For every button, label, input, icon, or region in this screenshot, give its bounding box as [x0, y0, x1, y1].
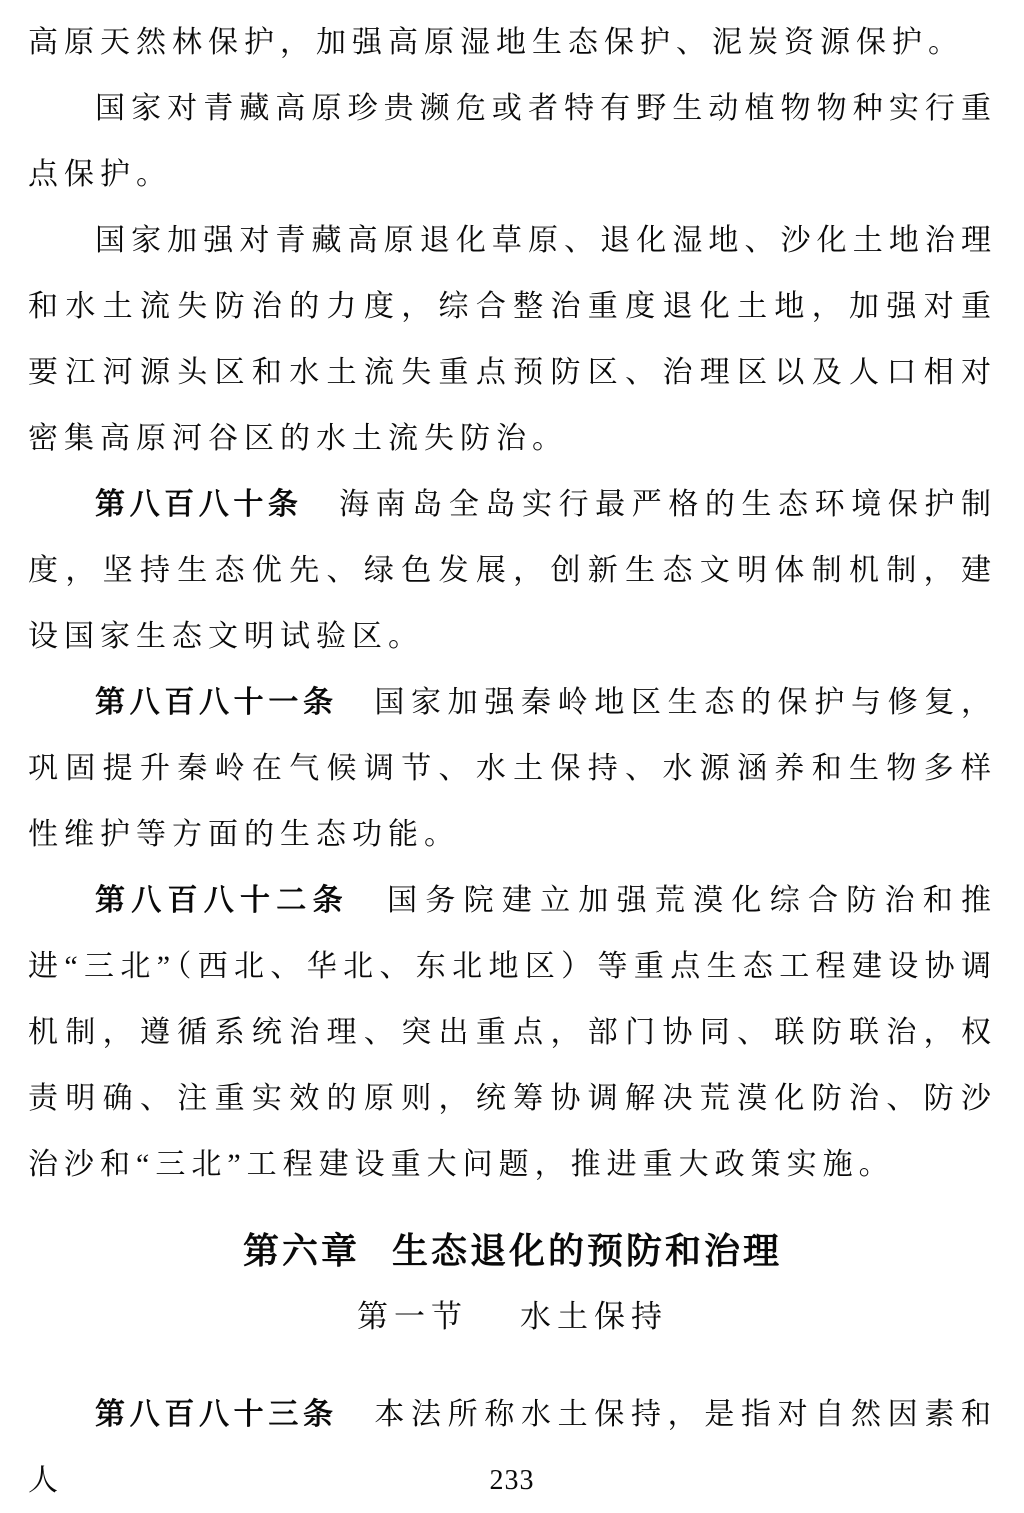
article-paragraph-882 [28, 868, 997, 1198]
article-text: 海南岛全岛实行最严格的生态环境保护制度，坚持生态优先、绿色发展，创新生态文明体制机制，建设国家生态文明试验区。 [28, 488, 997, 653]
section-label: 第一节 [357, 1299, 468, 1334]
article-text: 本法所称水土保持，是指对自然因素和人 [28, 1398, 998, 1497]
section-heading [28, 1284, 997, 1350]
chapter-heading [28, 1218, 997, 1284]
section-title: 水土保持 [520, 1299, 668, 1334]
paragraph [28, 76, 997, 208]
article-number: 第八百八十三条 [95, 1398, 338, 1431]
paragraph-text: 国家加强对青藏高原退化草原、退化湿地、沙化土地治理和水土流失防治的力度，综合整治重度退化土地，加强对重要江河源头区和水土流失重点预防区、治理区以及人口相对密集高原河谷区的水土流失防治。 [28, 224, 997, 455]
paragraph-continuation [28, 10, 997, 76]
article-paragraph-881 [28, 670, 997, 868]
chapter-title: 生态退化的预防和治理 [392, 1230, 783, 1271]
article-text: 国家加强秦岭地区生态的保护与修复，巩固提升秦岭在气候调节、水土保持、水源涵养和生物多样性维护等方面的生态功能。 [28, 686, 998, 851]
paragraph-text: 国家对青藏高原珍贵濒危或者特有野生动植物物种实行重点保护。 [28, 92, 997, 191]
article-number: 第八百八十二条 [95, 884, 349, 917]
chapter-label: 第六章 [242, 1230, 360, 1271]
article-number: 第八百八十条 [95, 488, 303, 521]
article-text: 国务院建立加强荒漠化综合防治和推进“三北”（西北、华北、东北地区）等重点生态工程建设协调机制，遵循系统治理、突出重点，部门协同、联防联治，权责明确、注重实效的原则，统筹协调解决荒漠化防治、防沙治沙和“三北”工程建设重大问题，推进重大政策实施。 [28, 884, 998, 1181]
paragraph [28, 208, 997, 472]
article-number: 第八百八十一条 [95, 686, 338, 719]
article-paragraph-880 [28, 472, 997, 670]
page-number: 233 [489, 1465, 535, 1496]
paragraph-text: 高原天然林保护，加强高原湿地生态保护、泥炭资源保护。 [28, 26, 964, 59]
